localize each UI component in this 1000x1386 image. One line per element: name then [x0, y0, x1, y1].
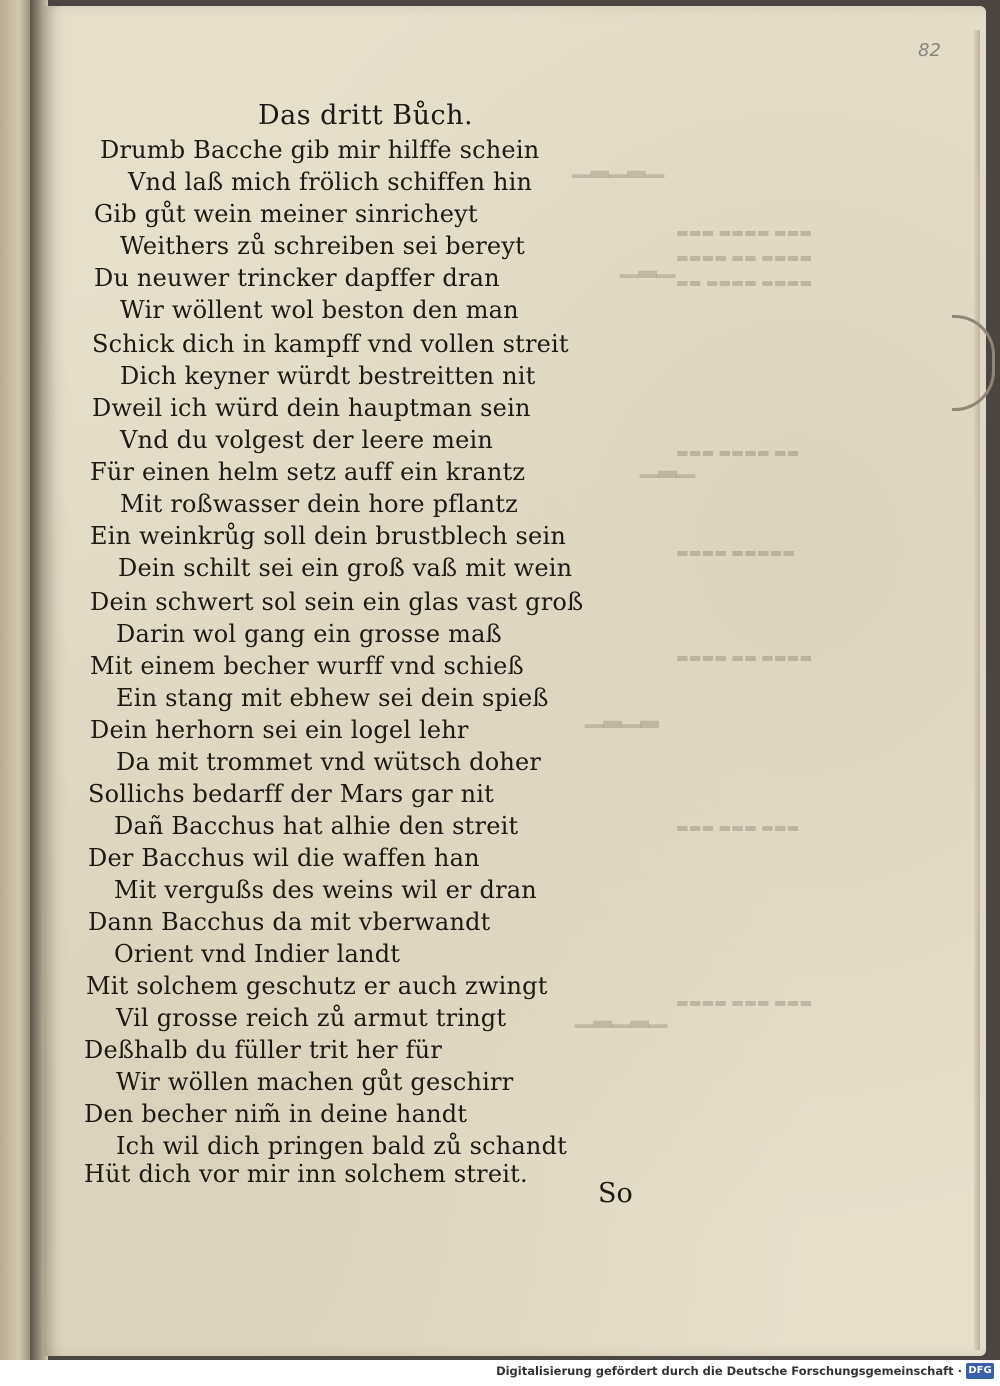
verse-line: Dañ Bacchus hat alhie den streit	[114, 812, 519, 840]
facing-page-edge	[0, 0, 34, 1360]
verse-line: Dich keyner würdt bestreitten nit	[120, 362, 536, 390]
bleed-through-marginalia: ▬▬▬▬ ▬▬ ▬▬▬▬	[676, 250, 813, 266]
verse-line: Deßhalb du füller trit her für	[84, 1036, 442, 1064]
verse-line: Ein stang mit ebhew sei dein spieß	[116, 684, 549, 712]
clasp-strap	[952, 315, 995, 411]
bleed-through-marginalia: ▬▬ ▬▬▬▬ ▬▬▬▬	[676, 275, 813, 291]
verse-line: Mit solchem geschutz er auch zwingt	[86, 972, 548, 1000]
bleed-through-marginalia: ▬▬▬ ▬▬▬▬ ▬▬	[676, 445, 800, 461]
verse-line: Den becher nim̃ in deine handt	[84, 1100, 468, 1128]
verse-line: Schick dich in kampff vnd vollen streit	[92, 330, 569, 358]
verse-line: Vnd du volgest der leere mein	[120, 426, 494, 454]
bleed-through-mark: ▁▂▁	[620, 250, 676, 278]
verse-line: Ich wil dich pringen bald zů schandt	[116, 1132, 567, 1160]
bleed-through-mark: ▁▂▁▂▁	[572, 150, 665, 178]
bleed-through-mark: ▁▂▁	[640, 450, 696, 478]
verse-line: Dein schwert sol sein ein glas vast groß	[90, 588, 584, 616]
verse-line: Mit roßwasser dein hore pflantz	[120, 490, 518, 518]
bleed-through-marginalia: ▬▬▬ ▬▬▬ ▬▬▬	[676, 820, 800, 836]
page-fore-edge	[974, 30, 980, 1350]
verse-line: Mit vergußs des weins wil er dran	[114, 876, 537, 904]
dfg-logo: DFG	[966, 1363, 994, 1379]
verse-line: Da mit trommet vnd wütsch doher	[116, 748, 542, 776]
verse-line: Sollichs bedarff der Mars gar nit	[88, 780, 494, 808]
bleed-through-marginalia: ▬▬▬▬ ▬▬▬ ▬▬▬	[676, 995, 813, 1011]
verse-line: Dein herhorn sei ein logel lehr	[90, 716, 469, 744]
verse-line: Wir wöllent wol beston den man	[120, 296, 519, 324]
bleed-through-marginalia: ▬▬▬▬ ▬▬ ▬▬▬▬	[676, 650, 813, 666]
verse-line: Mit einem becher wurff vnd schieß	[90, 652, 524, 680]
folio-number: 82	[918, 40, 941, 61]
bleed-through-marginalia: ▬▬▬▬ ▬▬▬▬▬	[676, 545, 796, 561]
bleed-through-mark: ▁▂▁▂▁	[575, 1000, 668, 1028]
verse-line: Drumb Bacche gib mir hilffe schein	[100, 136, 540, 164]
verse-line: Gib gůt wein meiner sinricheyt	[94, 200, 478, 228]
verse-line: Dann Bacchus da mit vberwandt	[88, 908, 491, 936]
funding-credit: Digitalisierung gefördert durch die Deutsche Forschungsgemeinschaft ·	[496, 1364, 962, 1378]
verse-line: Vil grosse reich zů armut tringt	[116, 1004, 507, 1032]
verse-line: Hüt dich vor mir inn solchem streit.	[84, 1160, 528, 1188]
verse-line: Dein schilt sei ein groß vaß mit wein	[118, 554, 573, 582]
verse-line: Orient vnd Indier landt	[114, 940, 401, 968]
verse-line: Für einen helm setz auff ein krantz	[90, 458, 526, 486]
bleed-through-marginalia: ▬▬▬ ▬▬▬▬ ▬▬▬	[676, 225, 813, 241]
verse-line: Vnd laß mich frölich schiffen hin	[128, 168, 533, 196]
verse-line: Der Bacchus wil die waffen han	[88, 844, 480, 872]
verse-line: Ein weinkrůg soll dein brustblech sein	[90, 522, 566, 550]
catchword: So	[598, 1178, 633, 1209]
verse-line: Du neuwer trincker dapffer dran	[94, 264, 500, 292]
verse-line: Dweil ich würd dein hauptman sein	[92, 394, 531, 422]
bleed-through-mark: ▁▂▁▂	[585, 700, 659, 728]
verse-line: Weithers zů schreiben sei bereyt	[120, 232, 525, 260]
verse-line: Darin wol gang ein grosse maß	[116, 620, 502, 648]
running-head: Das dritt Bůch.	[258, 100, 474, 131]
verse-line: Wir wöllen machen gůt geschirr	[116, 1068, 514, 1096]
